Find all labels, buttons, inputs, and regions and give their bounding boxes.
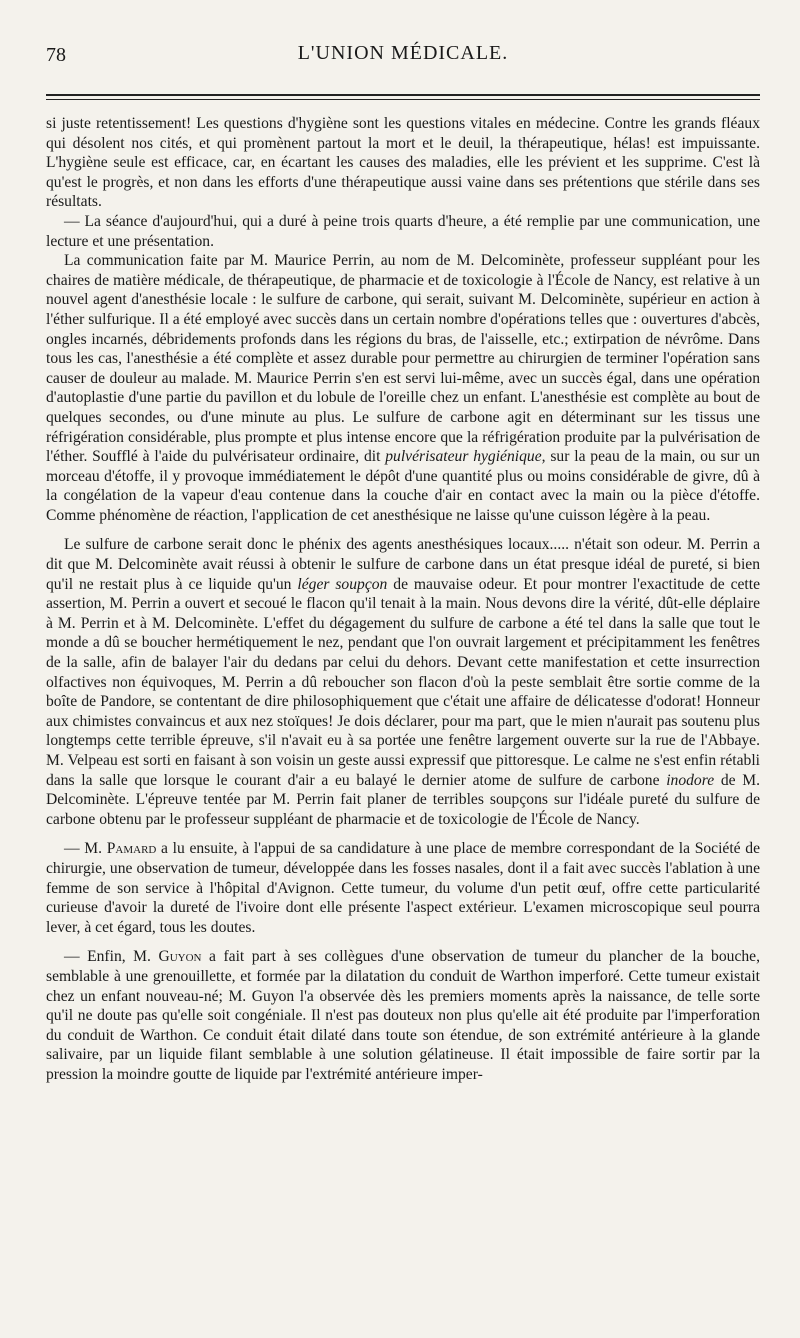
text-run: sur la peau de la main, ou sur un morceau d'étoffe, il y provoque immédiatement le dépôt d'une quantité plus ou moins considérable de givre, dû à la congélation de la vapeur d'eau contenue dans la couche d'air en contact avec la main ou la pièce d'étoffe. Comme phénomène de réaction, l'application de cet anesthésique ne laisse qu'une cuisson légère à la peau. <box>46 448 760 524</box>
paragraph: si juste retentissement! Les questions d'hygiène sont les questions vitales en médecine. Contre les grands fléaux qui désolent nos cités, et qui promènent partout la mort et le deuil, la thérapeutique, hélas! est impuissante. L'hygiène seule est efficace, car, en écartant les causes des maladies, elle les prévient et les supprime. C'est là qu'est le progrès, et non dans les efforts d'une thérapeutique aussi vaine dans ses prétentions que stérile dans ses résultats. <box>46 115 760 211</box>
paragraph <box>46 535 760 829</box>
article-body <box>46 114 760 1085</box>
paragraph <box>46 839 760 937</box>
text-run: Le sulfure de carbone serait donc le phénix des agents anesthésiques locaux..... n'était son odeur. M. Perrin a dit que M. Delcominète avait réussi à obtenir le sulfure de carbone dans un état presque idéal de pureté, si bien qu'il ne restait plus à ce liquide qu'un <box>46 536 760 593</box>
author-name: Pamard <box>106 840 157 858</box>
running-title: L'UNION MÉDICALE. <box>297 42 509 64</box>
text-run: — Enfin, M. <box>64 948 159 966</box>
paragraph <box>46 251 760 525</box>
text-run: de mauvaise odeur. Et pour montrer l'exactitude de cette assertion, M. Perrin a ouvert et secoué le flacon qu'il tenait à la main. Nous devons dire la vérité, dût-elle déplaire à M. Perrin et à M. Delcominète. L'effet du dégagement du sulfure de carbone a été tel dans la salle que tout le monde a dû se boucher hermétiquement le nez, pendant que l'on ouvrait largement et précipitamment les fenêtres de la salle, afin de balayer l'air du dedans par celui du dehors. Devant cette manifestation et cette insurrection olfactives non équivoques, M. Perrin a dû reboucher son flacon d'où la peste semblait être sortie comme de la boîte de Pandore, se contentant de dire philosophiquement que c'était une affaire de délicatesse d'odorat! Honneur aux chimistes convaincus et aux nez stoïques! Je dois déclarer, pour ma part, que le mien n'aurait pas soutenu plus longtemps cette terrible épreuve, s'il n'avait eu à sa portée une fenêtre largement ouverte sur la rue de l'Abbaye. M. Velpeau est sorti en faisant à son voisin un geste aussi expressif que pittoresque. Le calme ne s'est enfin rétabli dans la salle que lorsque le courant d'air a eu balayé le dernier atome de sulfure de carbone <box>46 575 761 789</box>
author-name: Guyon <box>158 948 202 966</box>
paragraph: — La séance d'aujourd'hui, qui a duré à peine trois quarts d'heure, a été remplie par une communication, une lecture et une présentation. <box>46 212 760 250</box>
italic-term: inodore <box>666 771 715 789</box>
page-header <box>46 30 760 66</box>
page-number: 78 <box>46 44 66 66</box>
text-run: a fait part à ses collègues d'une observation de tumeur du plancher de la bouche, semblable à une grenouillette, et formée par la dilatation du conduit de Warthon imperforé. Cette tumeur existait chez un enfant nouveau-né; M. Guyon l'a observée dès les premiers moments après la naissance, de telle sorte qu'il ne doute pas qu'elle soit congéniale. Il n'est pas douteux non plus qu'elle ait été produite par l'imperforation du conduit de Warthon. Ce conduit était dilaté dans toute son étendue, de son extrémité antérieure à la glande salivaire, par un liquide filant semblable à une solution gélatineuse. Il était impossible de faire sortir par la pression la moindre goutte de liquide par l'extrémité antérieure imper- <box>46 948 760 1083</box>
header-rule <box>46 94 760 100</box>
text-run: de M. Delcominète. L'épreuve tentée par M. Perrin fait planer de terribles soupçons sur l'idéale pureté du sulfure de carbone obtenu par le professeur suppléant de pharmacie et de toxicologie de l'École de Nancy. <box>46 771 760 828</box>
italic-term: léger soupçon <box>297 575 388 593</box>
text-run: a lu ensuite, à l'appui de sa candidature à une place de membre correspondant de la Société de chirurgie, une observation de tumeur, développée dans les fosses nasales, dont il a fait avec succès l'ablation à une femme de son service à l'hôpital d'Avignon. Cette tumeur, du volume d'un petit œuf, offre cette particularité curieuse d'avoir la dureté de l'ivoire dont elle présente l'aspect extérieur. L'examen microscopique seul pourra lever, à cet égard, tous les doutes. <box>46 840 761 936</box>
text-run: — M. <box>64 840 107 858</box>
paragraph <box>46 947 760 1084</box>
text-run: La communication faite par M. Maurice Perrin, au nom de M. Delcominète, professeur suppléant pour les chaires de matière médicale, de thérapeutique, de pharmacie et de toxicologie à l'École de Nancy, est relative à un nouvel agent d'anesthésie locale : le sulfure de carbone, qui serait, suivant M. Delcominète, supérieur en action à l'éther sulfurique. Il a été employé avec succès dans un certain nombre d'opérations telles que : ouvertures d'abcès, ongles incarnés, débridements profonds dans les régions du bras, de l'aisselle, etc.; extirpation de névrôme. Dans tous les cas, l'anesthésie a été complète et assez durable pour permettre au chirurgien de terminer l'opération sans causer de douleur au malade. M. Maurice Perrin s'en est servi lui-même, avec un succès égal, dans une opération d'autoplastie d'une partie du pavillon et du lobule de l'oreille chez un enfant. L'anesthésie est complète au bout de quelques secondes, ou d'une minute au plus. Le sulfure de carbone agit en déterminant sur les tissus une réfrigération considérable, plus prompte et plus intense encore que la réfrigération produite par la pulvérisation de l'éther. Soufflé à l'aide du pulvérisateur ordinaire, dit <box>46 252 760 466</box>
italic-term: pulvérisateur hygiénique, <box>385 448 546 466</box>
